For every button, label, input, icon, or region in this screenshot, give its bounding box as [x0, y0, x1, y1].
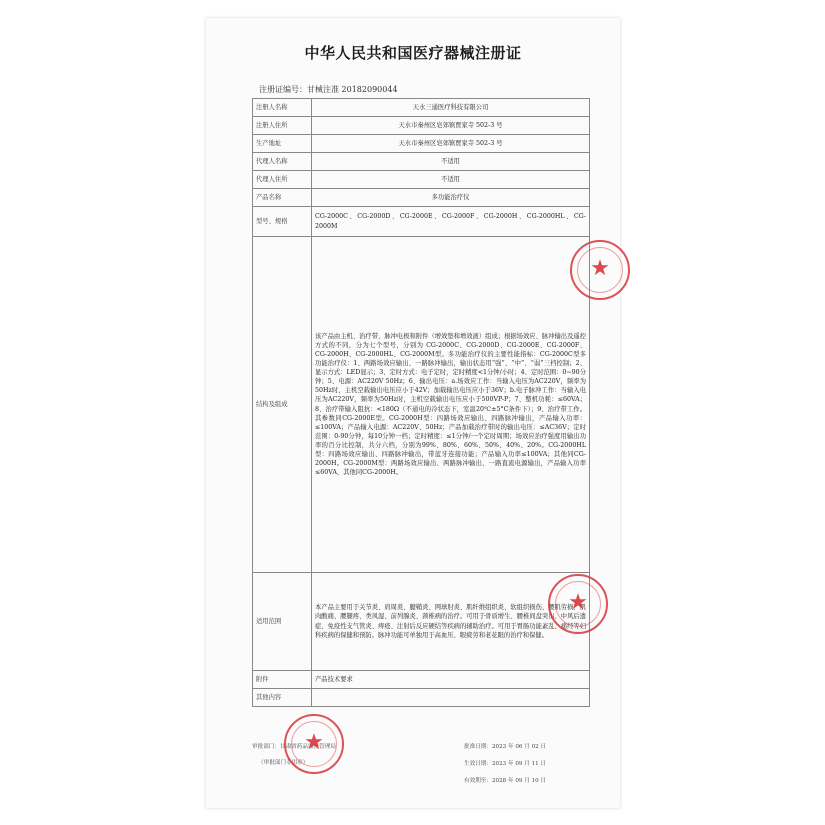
table-row: [253, 153, 590, 171]
certificate-title: 中华人民共和国医疗器械注册证: [304, 44, 522, 62]
seal-note: （审批部门专用章）: [258, 760, 309, 766]
registrant-name: 天水三通医疗科技有限公司: [312, 99, 590, 117]
table-row: [253, 671, 590, 689]
table-row: [253, 171, 590, 189]
table-row: [253, 135, 590, 153]
table-row: [253, 573, 590, 671]
certificate-page: [206, 18, 620, 808]
agent-address: 不适用: [312, 171, 590, 189]
certificate-table: [252, 98, 590, 707]
row-label: 注册人名称: [253, 99, 312, 117]
table-row: [253, 237, 590, 573]
row-label: 其他内容: [253, 689, 312, 707]
other-content: [312, 689, 590, 707]
model-spec: CG-2000C、CG-2000D、CG-2000E、CG-2000F、CG-2000H、CG-2000HL、CG-2000M: [312, 207, 590, 237]
red-seal-stamp: ★: [570, 240, 630, 300]
attachment-value: 产品技术要求: [312, 671, 590, 689]
row-label: 型号、规格: [253, 207, 312, 237]
table-row: [253, 189, 590, 207]
table-row: [253, 207, 590, 237]
table-row: [253, 117, 590, 135]
expiry-date: 有效期至：2028 年 09 月 10 日: [464, 778, 547, 784]
effective-date: 生效日期：2023 年 09 月 11 日: [464, 761, 547, 767]
row-label: 结构及组成: [253, 237, 312, 573]
approval-department: 审批部门：甘肃省药品监督管理局: [252, 744, 336, 750]
production-address: 天水市秦州区皂郊镇贾家寺 502-3 号: [312, 135, 590, 153]
red-seal-stamp: ★: [548, 574, 608, 634]
row-label: 产品名称: [253, 189, 312, 207]
agent-name: 不适用: [312, 153, 590, 171]
table-row: [253, 689, 590, 707]
row-label: 生产地址: [253, 135, 312, 153]
row-label: 注册人住所: [253, 117, 312, 135]
table-row: [253, 99, 590, 117]
product-name: 多功能治疗仪: [312, 189, 590, 207]
red-seal-stamp: ★: [284, 714, 344, 774]
structure-composition: 该产品由主机、治疗带、脉冲电极和附件（增效垫和增效液）组成；根据场效应、脉冲输出及遥控方式的不同，分为七个型号，分别为 CG-2000C、CG-2000D、CG-2000E、CG-2000F、CG-2000H、CG-2000HL、CG-2000M型。多功能治疗仪的主要性能指标：CG-2000C型多功能治疗仪：1、两路场效应输出、一路脉冲输出，输出状态用“强”、“中”、“弱”三档控制；2、显示方式：LED显示；3、定时方式：电子定时，定时精度<1分钟/小时；4、定时范围：0~90分钟；5、电源：AC220V 50Hz；6、输出电压：a.场效应工作：当输入电压为AC220V，频率为50Hz时，主机空载输出电压应小于42V；加载输出电压应小于36V；b.电子脉冲工作：当输入电压为AC220V，频率为50Hz时，主机空载输出电压应小于500VP-P；7、整机功耗：≤60VA；8、治疗带输入阻抗：<180Ω（不通电的冷状态下，室温20℃±5°C条件下）；9、治疗带工作。其参数同CG-2000E型。CG-2000H型：四路场效应输出、四路脉冲输出，产品输入功率：≤100VA；产品输入电源：AC220V、50Hz；产品加载治疗带时的输出电压：≤AC36V；定时范围：0-90分钟，每10分钟一档；定时精度：≤1分钟/一个定时周期；场效应治疗强度用输出功率的百分比控制，共分六档，分别为99%、80%、60%、50%、40%、20%。CG-2000HL型：四路场效应输出、四路脉冲输出，带蓝牙连接功能；产品输入功率≤100VA；其他同CG-2000H。CG-2000M型：两路场效应输出、两路脉冲输出、一路直流电源输出，产品输入功率≤60VA，其他同CG-2000H。: [312, 237, 590, 573]
registration-number: 注册证编号：甘械注准 20182090044: [259, 85, 398, 94]
row-label: 代理人住所: [253, 171, 312, 189]
approval-date: 批准日期：2023 年 06 月 02 日: [464, 744, 547, 750]
registrant-address: 天水市秦州区皂郊镇贾家寺 502-3 号: [312, 117, 590, 135]
row-label: 适用范围: [253, 573, 312, 671]
row-label: 附件: [253, 671, 312, 689]
row-label: 代理人名称: [253, 153, 312, 171]
application-scope: 本产品主要用于关节炎、肩周炎、腱鞘炎、网球肘炎、肌纤维组织炎、软组织损伤、腰肌劳损、肌肉酸痛、腰腿疼、类风湿、前列腺炎、颈椎病的治疗。可用于骨质增生、腰椎间盘突出、中风后遗症、免疫性支气管炎、痔疮、注射后反应硬结等疾病的辅助治疗。可用于胃肠功能紊乱、痛经等妇科疾病的保健和预防。脉冲功能可单独用于高血压、眼疲劳和老花眼的治疗和保健。: [312, 573, 590, 671]
